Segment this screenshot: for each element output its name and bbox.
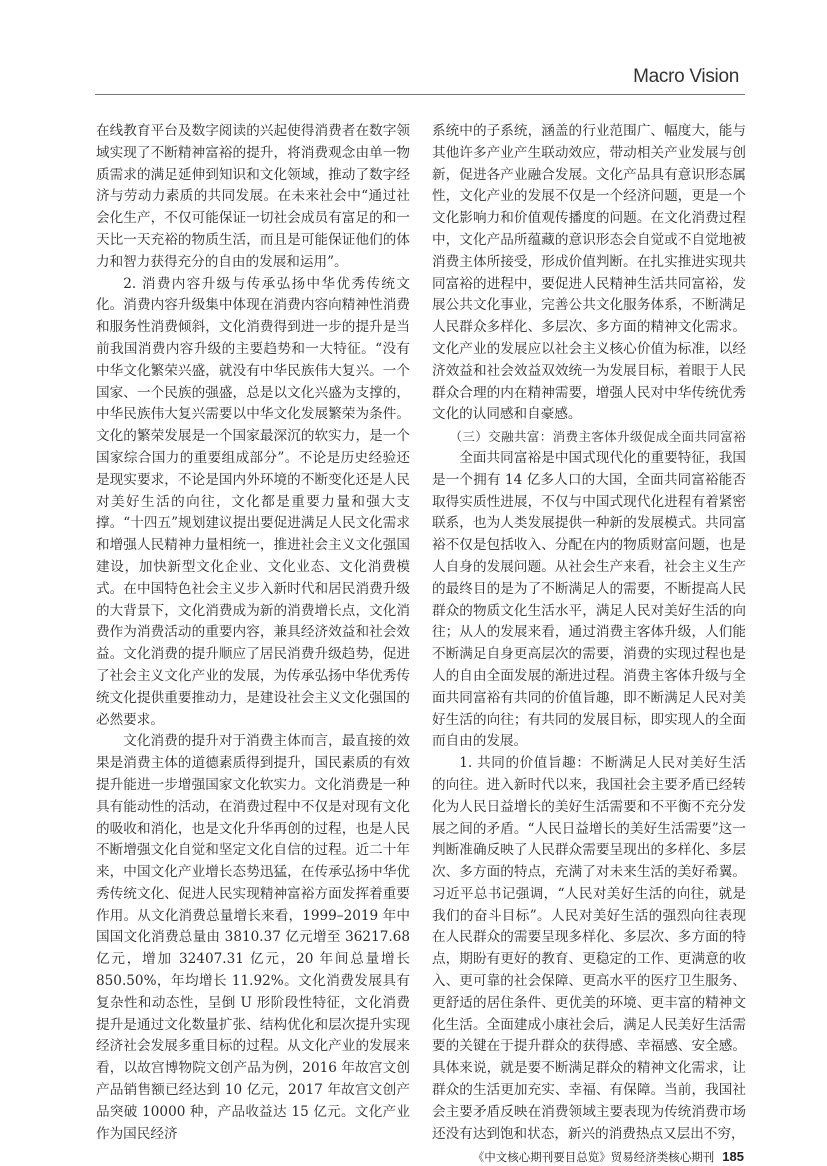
- right-column: [432, 121, 746, 1145]
- paragraph: 全面共同富裕是中国式现代化的重要特征，我国是一个拥有 14 亿多人口的大国，全面共同富裕能否取得实质性进展，不仅与中国式现代化进程有着紧密联系，也为人类发展提供一种新的发展模式。共同富裕不仅是包括收入、分配在内的物质财富问题，也是人自身的发展问题。从社会生产来看，社会主义生产的最终目的是为了不断满足人的需要，不断提高人民群众的物质文化生活水平，满足人民对美好生活的向往；从人的发展来看，通过消费主客体升级，人们能不断满足自身更高层次的需要，消费的实现过程也是人的自由全面发展的渐进过程。消费主客体升级与全面共同富裕有共同的价值旨趣，即不断满足人民对美好生活的向往；有共同的发展目标，即实现人的全面而自由的发展。: [432, 449, 746, 750]
- paragraph: 1. 共同的价值旨趣：不断满足人民对美好生活的向往。进入新时代以来，我国社会主要矛盾已经转化为人民日益增长的美好生活需要和不平衡不充分发展之间的矛盾。“人民日益增长的美好生活需要”这一判断准确反映了人民群众需要呈现出的多样化、多层次、多方面的特点，充满了对未来生活的美好希翼。习近平总书记强调，“人民对美好生活的向往，就是我们的奋斗目标”。人民对美好生活的强烈向往表现在人民群众的需要呈现多样化、多层次、多方面的特点，期盼有更好的教育、更稳定的工作、更满意的收入、更可靠的社会保障、更高水平的医疗卫生服务、更舒适的居住条件、更优美的环境、更丰富的精神文化生活。全面建成小康社会后，满足人民美好生活需要的关键在于提升群众的获得感、幸福感、安全感。具体来说，就是要不断满足群众的精神文化需求，让群众的生活更加充实、幸福、有保障。当前，我国社会主要矛盾反映在消费领域主要表现为传统消费市场还没有达到饱和状态，新兴的消费热点又层出不穷，: [432, 755, 746, 1142]
- running-header-title: Macro Vision: [633, 66, 739, 87]
- page-footer: [96, 1149, 746, 1166]
- two-column-text: [96, 121, 746, 1145]
- page-number: 185: [722, 1149, 744, 1165]
- paragraph: 系统中的子系统，涵盖的行业范围广、幅度大，能与其他许多产业产生联动效应，带动相关产业发展与创新，促进各产业融合发展。文化产品具有意识形态属性，文化产业的发展不仅是一个经济问题，更是一个文化影响力和价值观传播度的问题。在文化消费过程中，文化产品所蕴藏的意识形态会自觉或不自觉地被消费主体所接受，形成价值判断。在扎实推进实现共同富裕的进程中，要促进人民精神生活共同富裕，发展公共文化事业，完善公共文化服务体系，不断满足人民群众多样化、多层次、多方面的精神文化需求。文化产业的发展应以社会主义核心价值为标准，以经济效益和社会效益双效统一为发展目标，着眼于人民群众合理的内在精神需要，增强人民对中华传统优秀文化的认同感和自豪感。: [432, 123, 746, 423]
- paragraph: 2. 消费内容升级与传承弘扬中华优秀传统文化。消费内容升级集中体现在消费内容向精神性消费和服务性消费倾斜，文化消费得到进一步的提升是当前我国消费内容升级的主要趋势和一大特征。“没有中华文化繁荣兴盛，就没有中华民族伟大复兴。一个国家、一个民族的强盛，总是以文化兴盛为支撑的，中华民族伟大复兴需要以中华文化发展繁荣为条件。文化的繁荣发展是一个国家最深沉的软实力，是一个国家综合国力的重要组成部分”。不论是历史经验还是现实要求，不论是国内外环境的不断变化还是人民对美好生活的向往，文化都是重要力量和强大支撑。“十四五”规划建议提出要促进满足人民文化需求和增强人民精神力量相统一，推进社会主义文化强国建设，加快新型文化企业、文化业态、文化消费模式。在中国特色社会主义步入新时代和居民消费升级的大背景下，文化消费成为新的消费增长点，文化消费作为消费活动的重要内容，兼具经济效益和社会效益。文化消费的提升顺应了居民消费升级趋势，促进了社会主义文化产业的发展，为传承弘扬中华优秀传统文化提供重要推动力，是建设社会主义文化强国的必然要求。: [96, 275, 410, 728]
- footer-journal: 《中文核心期刊要目总览》贸易经济类核心期刊: [472, 1152, 715, 1165]
- paragraph: 文化消费的提升对于消费主体而言，最直接的效果是消费主体的道德素质得到提升，国民素质的有效提升能进一步增强国家文化软实力。文化消费是一种具有能动性的活动，在消费过程中不仅是对现有文化的吸收和消化，也是文化升华再创的过程，也是人民不断增强文化自觉和坚定文化自信的过程。近二十年来，中国文化产业增长态势迅猛，在传承弘扬中华优秀传统文化、促进人民实现精神富裕方面发挥着重要作用。从文化消费总量增长来看，1999–2019 年中国国文化消费总量由 3810.37 亿元增至 36217.68 亿元，增加 32407.31 亿元，20 年间总量增长 850.50%，年均增长 11.92%。文化消费发展具有复杂性和动态性，呈倒 U 形阶段性特征，文化消费提升是通过文化数量扩张、结构优化和层次提升实现经济社会发展多重目标的过程。从文化产业的发展来看，以故宫博物院文创产品为例，2016 年故宫文创产品销售额已经达到 10 亿元，2017 年故宫文创产品突破 10000 种，产品收益达 15 亿元。文化产业作为国民经济: [96, 733, 410, 1142]
- left-column: [96, 121, 410, 1145]
- paragraph: 在线教育平台及数字阅读的兴起使得消费者在数字领域实现了不断精神富裕的提升，将消费观念由单一物质需求的满足延伸到知识和文化领域，推动了数字经济与劳动力素质的共同发展。在未来社会中“通过社会化生产，不仅可能保证一切社会成员有富足的和一天比一天充裕的物质生活，而且是可能保证他们的体力和智力获得充分的自由的发展和运用”。: [96, 123, 410, 270]
- section-subheading: （三）交融共富：消费主客体升级促成全面共同富裕: [449, 429, 746, 445]
- header-rule: [95, 94, 745, 95]
- page-body: [96, 121, 746, 1166]
